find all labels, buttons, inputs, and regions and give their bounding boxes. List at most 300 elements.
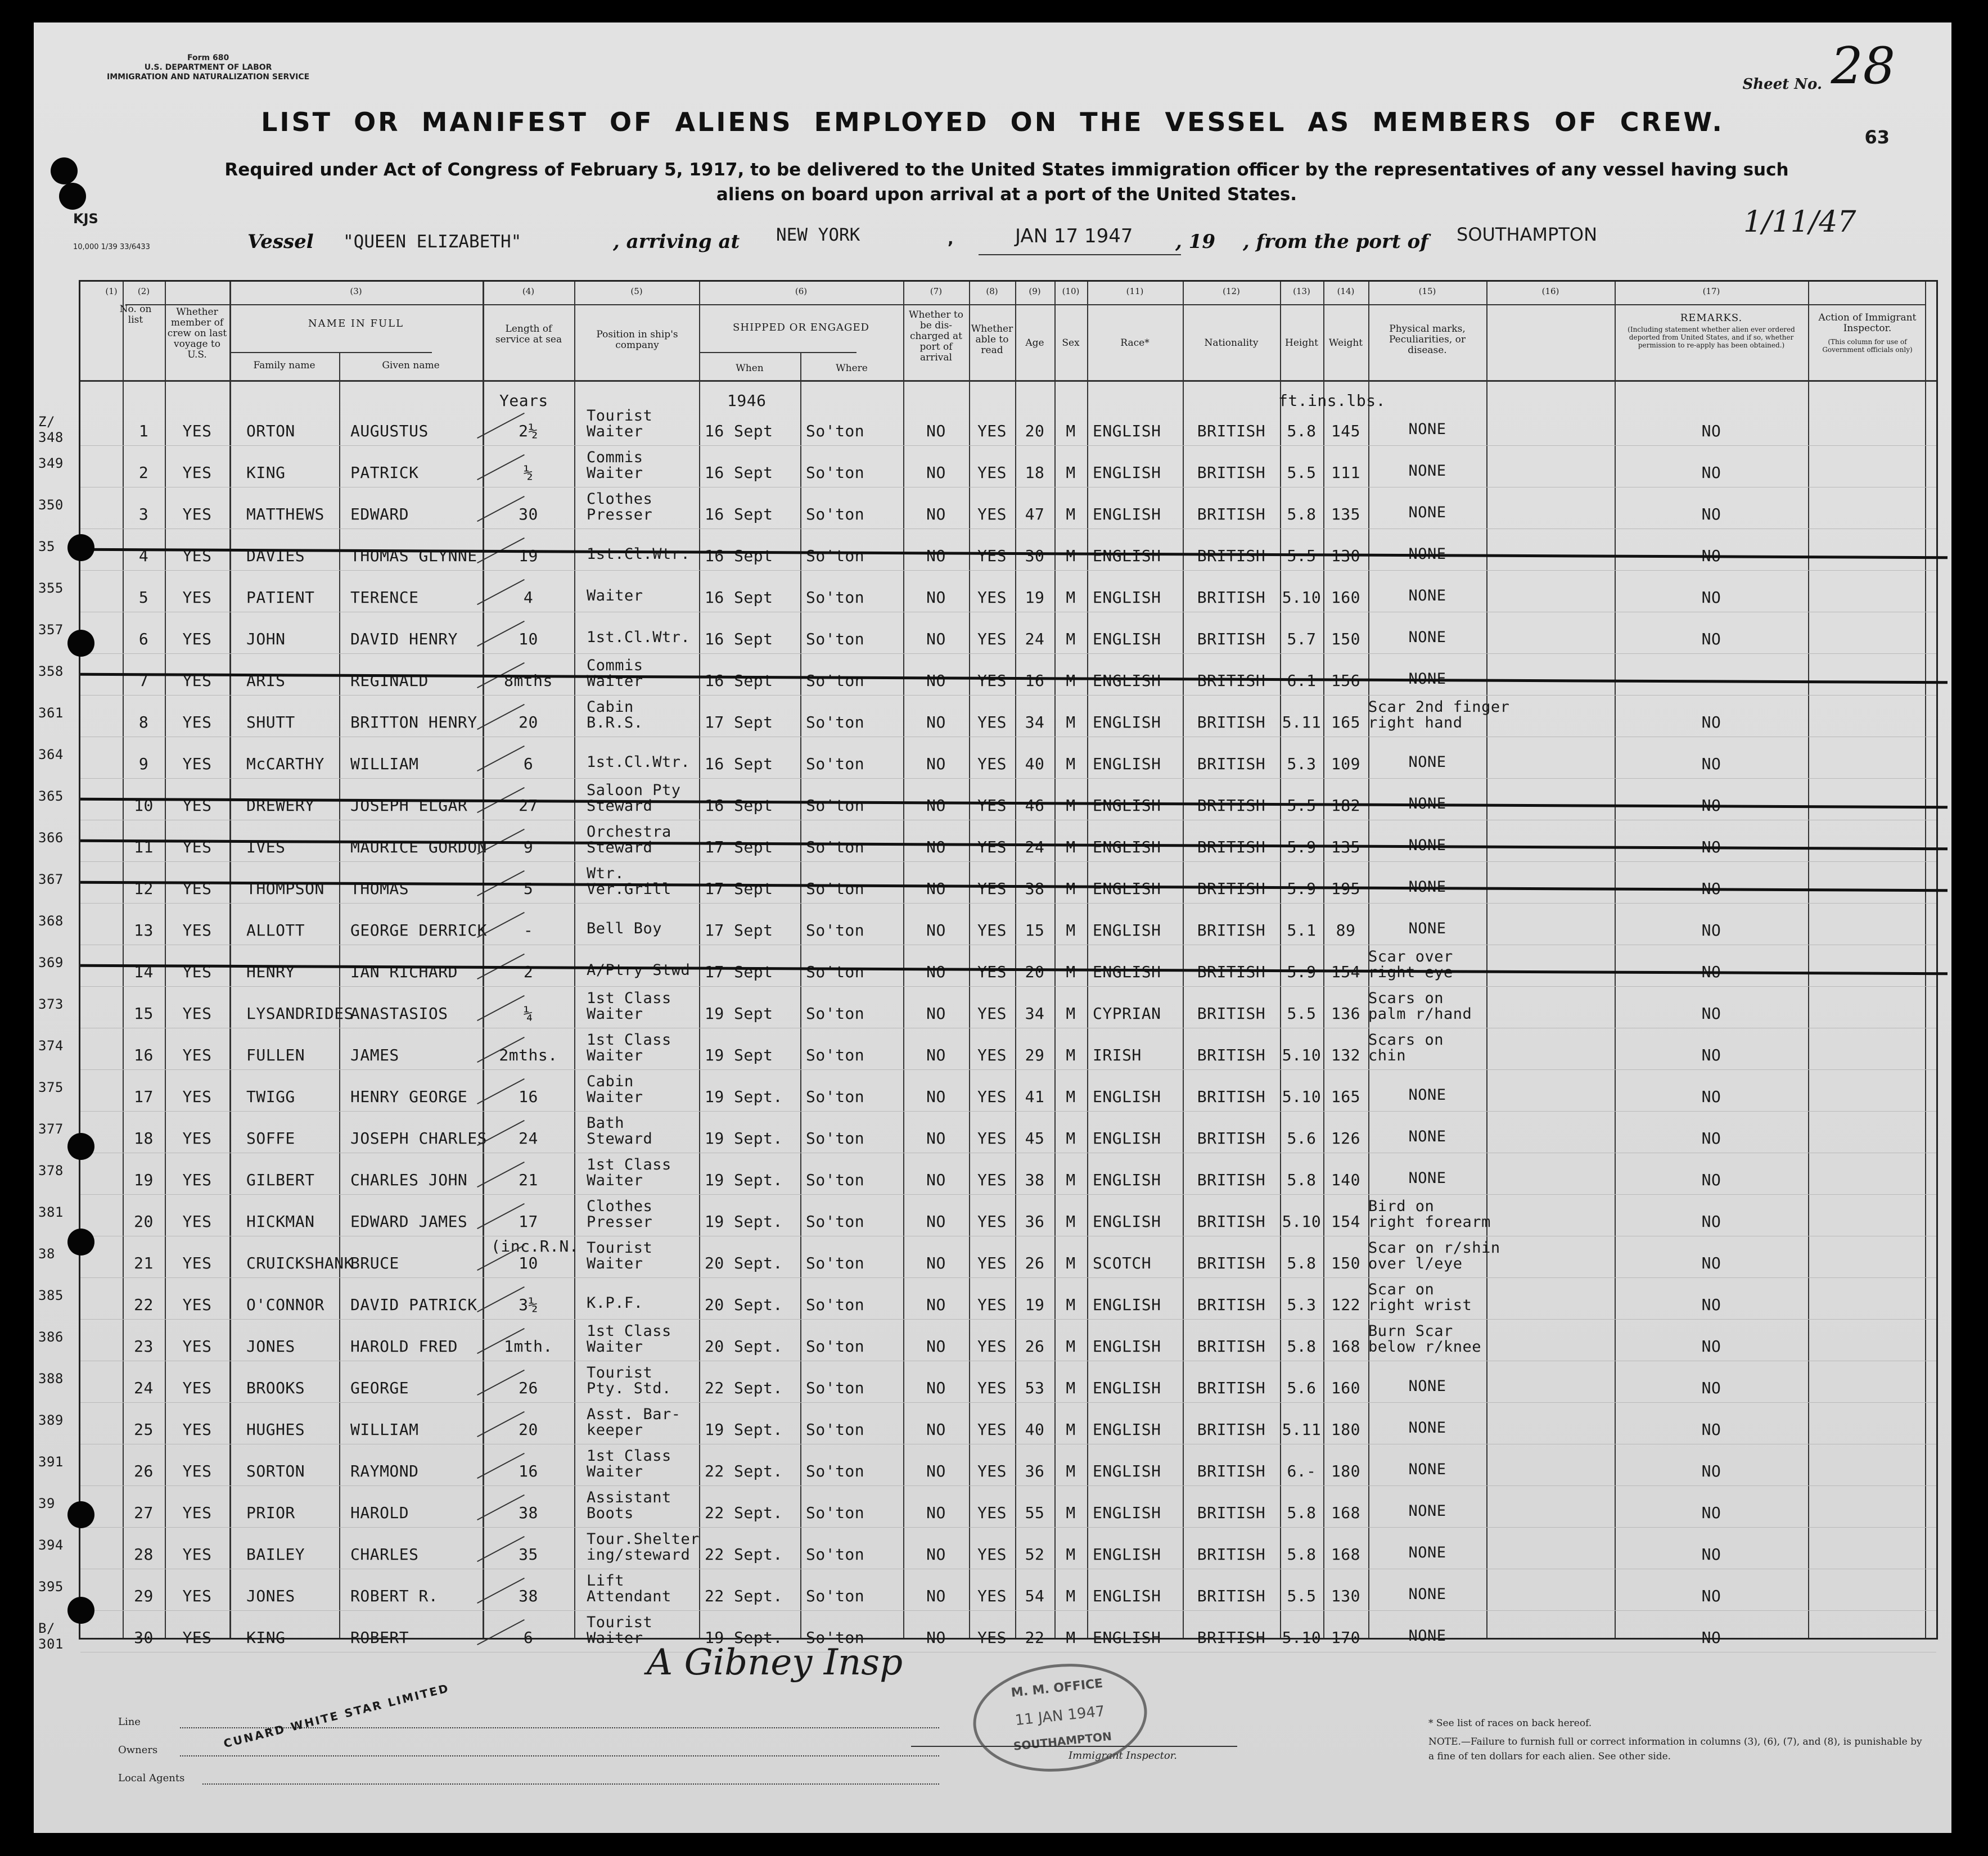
- cell-weight: 182: [1331, 796, 1361, 815]
- table-row: [38, 1031, 1936, 1073]
- col-header-service: Length of service at sea: [495, 323, 562, 345]
- cell-last: YES: [182, 755, 212, 773]
- cell-remarks: NO: [1701, 1462, 1721, 1480]
- cell-given: THOMAS: [350, 879, 409, 898]
- marks-line: NONE: [1408, 1169, 1446, 1187]
- cell-read: YES: [977, 1545, 1007, 1564]
- cell-weight: 89: [1336, 921, 1356, 940]
- cell-height: 5.5: [1287, 796, 1317, 815]
- cell-read: YES: [977, 879, 1007, 898]
- punch-hole: [67, 1133, 94, 1160]
- cell-position: [587, 408, 652, 440]
- cell-disch: NO: [926, 963, 946, 981]
- cell-marks: [1368, 755, 1486, 770]
- cell-height: 5.3: [1287, 1295, 1317, 1314]
- cell-position: [587, 1490, 671, 1521]
- marks-line: Scars on: [1368, 990, 1444, 1007]
- cell-nat: BRITISH: [1197, 630, 1266, 648]
- cell-race: ENGLISH: [1093, 755, 1161, 773]
- cell-sex: M: [1066, 713, 1076, 731]
- cell-disch: NO: [926, 630, 946, 648]
- cell-height: 5.10: [1282, 588, 1322, 607]
- cell-given: DAVID HENRY: [350, 630, 458, 648]
- cell-given: JOSEPH ELGAR: [350, 796, 468, 815]
- cell-position: [587, 1324, 671, 1355]
- arriving-port: NEW YORK: [776, 225, 860, 245]
- col-header-where: Where: [836, 363, 868, 374]
- cell-read: YES: [977, 921, 1007, 940]
- cell-where: So'ton: [806, 1462, 865, 1480]
- cell-age: 36: [1025, 1212, 1045, 1231]
- cell-race: ENGLISH: [1093, 422, 1161, 440]
- line-label: Line: [118, 1716, 141, 1728]
- marks-line: NONE: [1408, 421, 1446, 438]
- marks-line: NONE: [1408, 504, 1446, 521]
- row-ref-number: 395: [38, 1579, 64, 1595]
- cell-position: [587, 630, 690, 645]
- cell-marks: [1368, 1198, 1491, 1231]
- cell-position: [587, 921, 662, 937]
- cell-height: 5.9: [1287, 879, 1317, 898]
- table-row: [38, 1364, 1936, 1406]
- punch-hole: [67, 1597, 94, 1624]
- position-line: Assistant: [587, 1489, 671, 1506]
- table-row: [38, 1156, 1936, 1198]
- vessel-name: "QUEEN ELIZABETH": [343, 232, 522, 252]
- cell-given: CHARLES JOHN: [350, 1171, 468, 1189]
- cell-age: 19: [1025, 588, 1045, 607]
- cell-remarks: NO: [1701, 1212, 1721, 1231]
- cell-given: GEORGE DERRICK: [350, 921, 488, 940]
- cell-no: 20: [134, 1212, 154, 1231]
- cell-age: 18: [1025, 463, 1045, 482]
- cell-age: 40: [1025, 755, 1045, 773]
- position-line: Clothes: [587, 1198, 653, 1215]
- cell-remarks: NO: [1701, 1046, 1721, 1064]
- cell-where: So'ton: [806, 463, 865, 482]
- marks-line: NONE: [1408, 753, 1446, 771]
- vessel-row: Vessel "QUEEN ELIZABETH" , arriving at NEW YORK , JAN 17 1947 , 19 , from the port of SOUTHAMPTON 1/11/47: [34, 231, 1951, 264]
- cell-height: 5.7: [1287, 630, 1317, 648]
- cell-service: 27: [519, 796, 538, 815]
- cell-weight: 168: [1331, 1503, 1361, 1522]
- footer-note: NOTE.—Failure to furnish full or correct information in columns (3), (6), (7), and (8), is punishable by a fine of ten dollars for each alien. See other side.: [1428, 1736, 1922, 1762]
- row-ref-number: 369: [38, 955, 64, 970]
- cell-sex: M: [1066, 630, 1076, 648]
- cell-race: ENGLISH: [1093, 1420, 1161, 1439]
- cell-age: 22: [1025, 1628, 1045, 1647]
- cell-age: 41: [1025, 1087, 1045, 1106]
- cell-position: [587, 450, 643, 481]
- crew-table: (1) (2) (3) (4) (5) (6) (7) (8) (9) (10) (11) (12) (13) (14) (15) (16) (17) No. on list Whether member of crew on last voyage to U.S. NAME IN FULL Family name Given name Length of service at sea Position in ship's company SHIPPED OR ENGAGED When Where Whether to be dis-charged at port of arrival Whether able to read Age Sex Race* Nationality Height Weight Physical marks, Peculiarities, or disease. REMARKS. (Including statement whether alien ever ordered deported from United States, and if so, whether permission to re-apply has been obtained.) Action of Immigrant Inspector. (This column for use of Government officials only) Years 1946 ft.ins.lbs. Z/ 348 1 YES ORTON AUGUSTUS 2½ 16 Sept So'ton NO YES 20 M ENGLISH BRITISH 5.8 145 NO Tourist Waiter NONE 349 2 YES KING PATRICK ½ 16 Sept So'ton NO YES 18 M ENGLISH BRITISH 5.5 111 NO Commis Waiter NONE 350 3 YES MATTHEWS EDWARD 30 16 Sept So'ton NO YES 47 M ENGLISH BRITISH 5.8 135 NO Clothes Presser NONE 35 4 YES DAVIES THOMAS GLYNNE 19 16 Sept So'ton NO YES 30 M ENGLISH BRITISH 5.5 130 NO 1st.Cl.Wtr. NONE 355 5 YES PATIENT TERENCE 4 16 Sept So'ton NO YES 19 M ENGLISH BRITISH 5.10 160 NO Waiter NONE 357 6 YES JOHN DAVID HENRY 10 16 Sept So'ton NO YES 24 M ENGLISH BRITISH 5.7 150 NO 1st.Cl.Wtr. NONE 358 7 YES ARIS REGINALD 8mths 16 Sept So'ton NO YES 16 M ENGLISH BRITISH 6.1 156 Commis Waiter NONE 361 8 YES SHUTT BRITTON HENRY 20 17 Sept So'ton NO YES 34 M ENGLISH BRITISH 5.11 165 NO Cabin B.R.S. Scar 2nd finger right hand 364 9 YES McCARTHY WILLIAM 6 16 Sept So'ton NO YES 40 M ENGLISH BRITISH 5.3 109 NO 1st.Cl.Wtr. NONE 365 10 YES DREWERY JOSEPH ELGAR 27 16 Sept So'ton NO YES 46 M ENGLISH BRITISH 5.5 182 NO Saloon Pty Steward NONE 366 11 YES IVES MAURICE GORDON 9 17 Sept So'ton NO YES 24 M ENGLISH BRITISH 5.9 135 NO Orchestra Steward NONE 367 12 YES THOMPSON THOMAS 5 17 Sept So'ton NO YES 38 M ENGLISH BRITISH 5.9 195 NO Wtr. Ver.Grill NONE 368 13 YES ALLOTT GEORGE DERRICK - 17 Sept So'ton NO YES 15 M ENGLISH BRITISH 5.1 89 NO Bell Boy NONE 369 14 YES HENRY IAN RICHARD 2 17 Sept So'ton NO YES 20 M ENGLISH BRITISH 5.9 154 NO A/Ptry Stwd Scar over right eye 373 15 YES LYSANDRIDES ANASTASIOS ¼ 19 Sept So'ton NO YES 34 M CYPRIAN BRITISH 5.5 136 NO 1st Class Waiter Scars on palm r/hand 374 16 YES FULLEN JAMES 2mths. 19 Sept So'ton NO YES 29 M IRISH BRITISH 5.10 132 NO 1st Class Waiter Scars on chin 375 17 YES TWIGG HENRY GEORGE 16 19 Sept. So'ton NO YES 41 M ENGLISH BRITISH 5.10 165 NO Cabin Waiter NONE 377 18 YES SOFFE JOSEPH CHARLES 24 19 Sept. So'ton NO YES 45 M ENGLISH BRITISH 5.6 126 NO Bath Steward NONE 378 19 YES GILBERT CHARLES JOHN 21 19 Sept. So'ton NO YES 38 M ENGLISH BRITISH 5.8 140 NO 1st Class Waiter NONE 381 20 YES HICKMAN EDWARD JAMES 17 19 Sept. So'ton NO YES 36 M ENGLISH BRITISH 5.10 154 NO Clothes Presser Bird on right forearm 38 21 YES CRUICKSHANK BRUCE 10 20 Sept. So'ton NO YES 26 M SCOTCH BRITISH 5.8 150 NO Tourist Waiter Scar on r/shin over l/eye (inc.R.N. 385 22 YES O'CONNOR DAVID PATRICK 3½ 20 Sept. So'ton NO YES 19 M ENGLISH BRITISH 5.3 122 NO K.P.F. Scar on right wrist 386 23 YES JONES HAROLD FRED 1mth. 20 Sept. So'ton NO YES 26 M ENGLISH BRITISH 5.8 168 NO 1st Class Waiter Burn Scar below r/knee 388 24 YES BROOKS GEORGE 26 22 Sept. So'ton NO YES 53 M ENGLISH BRITISH 5.6 160 NO Tourist Pty. Std. NONE 389 25 YES HUGHES WILLIAM 20 19 Sept. So'ton NO YES 40 M ENGLISH BRITISH 5.11 180 NO Asst. Bar- keeper NONE 391 26 YES SORTON RAYMOND 16 22 Sept. So'ton NO YES 36 M ENGLISH BRITISH 6.- 180 NO 1st Class Waiter NONE 39 27 YES PRIOR HAROLD 38 22 Sept. So'ton NO YES 55 M ENGLISH BRITISH 5.8 168 NO Assistant Boots NONE 394 28 YES BAILEY CHARLES 35 22 Sept. So'ton NO YES 52 M ENGLISH BRITISH 5.8 168 NO Tour.Shelter ing/steward NONE 395 29 YES JONES ROBERT R. 38 22 Sept. So'ton NO YES 54 M ENGLISH BRITISH 5.5 130 NO Lift Attendant NONE B/ 301 30 YES KING ROBERT 6 19 Sept. So'ton NO YES 22 M ENGLISH BRITISH 5.10 170 NO Tourist Waiter NONE: [79, 280, 1938, 1640]
- cell-sex: M: [1066, 1129, 1076, 1148]
- cell-weight: 154: [1331, 963, 1361, 981]
- row-ref-number: 361: [38, 705, 64, 721]
- cell-weight: 109: [1331, 755, 1361, 773]
- marks-line: palm r/hand: [1368, 1005, 1472, 1023]
- table-row: [38, 657, 1936, 698]
- cell-position: [587, 991, 671, 1022]
- cell-race: ENGLISH: [1093, 1295, 1161, 1314]
- cell-marks: [1368, 630, 1486, 645]
- cell-where: So'ton: [806, 1628, 865, 1647]
- row-ref-number: 378: [38, 1163, 64, 1178]
- cell-nat: BRITISH: [1197, 796, 1266, 815]
- cell-age: 30: [1025, 547, 1045, 565]
- cell-family: KING: [246, 1628, 286, 1647]
- cell-service: ¼: [523, 1004, 534, 1023]
- cell-height: 5.8: [1287, 505, 1317, 523]
- cell-family: CRUICKSHANK: [246, 1254, 354, 1272]
- cell-family: ORTON: [246, 422, 295, 440]
- cell-given: EDWARD: [350, 505, 409, 523]
- page-subtitle: Required under Act of Congress of February 5, 1917, to be delivered to the United States immigration officer by the representatives of any vessel having such aliens on board upon arrival at a port of the United States.: [224, 160, 1789, 205]
- cell-family: BROOKS: [246, 1379, 305, 1397]
- cell-no: 11: [134, 838, 154, 856]
- cell-no: 6: [138, 630, 149, 648]
- position-line: 1st Class: [587, 990, 671, 1007]
- position-line: Saloon Pty: [587, 782, 681, 799]
- cell-no: 17: [134, 1087, 154, 1106]
- col-header-discharged: Whether to be dis-charged at port of arrival: [909, 309, 963, 363]
- cell-age: 40: [1025, 1420, 1045, 1439]
- cell-read: YES: [977, 713, 1007, 731]
- cell-weight: 126: [1331, 1129, 1361, 1148]
- table-row: [38, 865, 1936, 906]
- col-header-race: Race*: [1120, 337, 1149, 349]
- cell-where: So'ton: [806, 1087, 865, 1106]
- row-ref-number: 374: [38, 1038, 64, 1054]
- cell-where: So'ton: [806, 879, 865, 898]
- cell-marks: [1368, 422, 1486, 437]
- cell-read: YES: [977, 422, 1007, 440]
- cell-service: ½: [523, 463, 534, 482]
- cell-when: 20 Sept.: [705, 1337, 783, 1356]
- cell-height: 5.5: [1287, 1587, 1317, 1605]
- agents-stamp: CUNARD WHITE STAR LIMITED: [222, 1681, 451, 1751]
- cell-family: JOHN: [246, 630, 286, 648]
- cell-race: CYPRIAN: [1093, 1004, 1161, 1023]
- cell-given: TERENCE: [350, 588, 419, 607]
- cell-age: 15: [1025, 921, 1045, 940]
- cell-given: MAURICE GORDON: [350, 838, 488, 856]
- cell-service: 26: [519, 1379, 538, 1397]
- row-ref-number: 38: [38, 1246, 55, 1262]
- cell-family: HENRY: [246, 963, 295, 981]
- cell-given: BRITTON HENRY: [350, 713, 477, 731]
- position-line: Presser: [587, 1213, 653, 1231]
- row-ref-number: 375: [38, 1080, 64, 1095]
- cell-where: So'ton: [806, 422, 865, 440]
- units-year: 1946: [727, 391, 767, 410]
- cell-remarks: NO: [1701, 1379, 1721, 1397]
- table-row: [38, 990, 1936, 1031]
- marks-line: NONE: [1408, 1544, 1446, 1561]
- punch-hole: [51, 157, 78, 184]
- cell-when: 17 Sept: [705, 921, 773, 940]
- cell-marks: [1368, 1503, 1486, 1519]
- cell-given: REGINALD: [350, 671, 429, 690]
- marks-line: Bird on: [1368, 1198, 1435, 1215]
- cell-no: 25: [134, 1420, 154, 1439]
- cell-given: THOMAS GLYNNE: [350, 547, 477, 565]
- cell-nat: BRITISH: [1197, 755, 1266, 773]
- units-years: Years: [499, 391, 548, 410]
- cell-sex: M: [1066, 755, 1076, 773]
- cell-read: YES: [977, 547, 1007, 565]
- marks-line: NONE: [1408, 545, 1446, 563]
- col-header-last-voyage: Whether member of crew on last voyage to U.S.: [167, 306, 227, 360]
- row-ref-number: 388: [38, 1371, 64, 1387]
- cell-nat: BRITISH: [1197, 1545, 1266, 1564]
- cell-sex: M: [1066, 1171, 1076, 1189]
- cell-weight: 136: [1331, 1004, 1361, 1023]
- cell-disch: NO: [926, 1295, 946, 1314]
- cell-weight: 160: [1331, 588, 1361, 607]
- cell-service: 10: [519, 1254, 538, 1272]
- cell-sex: M: [1066, 588, 1076, 607]
- cell-read: YES: [977, 1254, 1007, 1272]
- cell-family: TWIGG: [246, 1087, 295, 1106]
- cell-read: YES: [977, 1046, 1007, 1064]
- position-line: Asst. Bar-: [587, 1406, 681, 1423]
- cell-height: 5.8: [1287, 1337, 1317, 1356]
- cell-weight: 150: [1331, 1254, 1361, 1272]
- cell-service: 38: [519, 1587, 538, 1605]
- row-ref-number: 386: [38, 1329, 64, 1345]
- cell-service: 8mths: [504, 671, 553, 690]
- cell-nat: BRITISH: [1197, 1087, 1266, 1106]
- marks-line: NONE: [1408, 1086, 1446, 1104]
- cell-position: [587, 1074, 643, 1105]
- cell-disch: NO: [926, 1046, 946, 1064]
- row-ref-number: 366: [38, 830, 64, 846]
- marks-line: NONE: [1408, 587, 1446, 604]
- cell-read: YES: [977, 1087, 1007, 1106]
- table-row: [38, 948, 1936, 990]
- position-line: Waiter: [587, 1047, 643, 1064]
- table-row: [38, 698, 1936, 740]
- marks-line: right hand: [1368, 714, 1463, 731]
- cell-no: 22: [134, 1295, 154, 1314]
- cell-last: YES: [182, 547, 212, 565]
- cell-weight: 168: [1331, 1545, 1361, 1564]
- stamp-bottom-text: SOUTHAMPTON: [1012, 1729, 1112, 1753]
- cell-no: 10: [134, 796, 154, 815]
- cell-position: [587, 1615, 652, 1646]
- cell-family: THOMPSON: [246, 879, 324, 898]
- cell-sex: M: [1066, 1545, 1076, 1564]
- position-line: 1st Class: [587, 1322, 671, 1340]
- table-row: [38, 1530, 1936, 1572]
- position-line: Attendant: [587, 1588, 671, 1605]
- cell-nat: BRITISH: [1197, 1503, 1266, 1522]
- cell-height: 5.10: [1282, 1212, 1322, 1231]
- cell-service: 20: [519, 1420, 538, 1439]
- marks-line: Scars on: [1368, 1031, 1444, 1049]
- cell-when: 22 Sept.: [705, 1503, 783, 1522]
- cell-read: YES: [977, 1004, 1007, 1023]
- cell-read: YES: [977, 505, 1007, 523]
- table-row: [38, 449, 1936, 490]
- cell-age: 20: [1025, 963, 1045, 981]
- cell-race: ENGLISH: [1093, 1587, 1161, 1605]
- cell-sex: M: [1066, 1420, 1076, 1439]
- cell-last: YES: [182, 1254, 212, 1272]
- cell-sex: M: [1066, 1254, 1076, 1272]
- cell-nat: BRITISH: [1197, 879, 1266, 898]
- cell-marks: [1368, 1420, 1486, 1436]
- cell-service: 21: [519, 1171, 538, 1189]
- cell-given: GEORGE: [350, 1379, 409, 1397]
- cell-sex: M: [1066, 463, 1076, 482]
- col-header-name: NAME IN FULL: [308, 318, 404, 329]
- cell-nat: BRITISH: [1197, 1254, 1266, 1272]
- cell-read: YES: [977, 1379, 1007, 1397]
- cell-where: So'ton: [806, 1503, 865, 1522]
- cell-marks: [1368, 991, 1486, 1022]
- position-line: Waiter: [587, 1172, 643, 1189]
- cell-family: PATIENT: [246, 588, 315, 607]
- cell-service: 1mth.: [504, 1337, 553, 1356]
- cell-weight: 111: [1331, 463, 1361, 482]
- marks-line: over l/eye: [1368, 1255, 1463, 1272]
- position-line: Waiter: [587, 1463, 643, 1480]
- cell-where: So'ton: [806, 1587, 865, 1605]
- cell-disch: NO: [926, 1462, 946, 1480]
- cell-no: 5: [138, 588, 149, 607]
- cell-race: ENGLISH: [1093, 588, 1161, 607]
- cell-family: SORTON: [246, 1462, 305, 1480]
- marks-line: NONE: [1408, 878, 1446, 896]
- col-header-no: No. on list: [119, 304, 152, 326]
- position-line: Cabin: [587, 698, 634, 716]
- cell-family: SOFFE: [246, 1129, 295, 1148]
- cell-height: 5.11: [1282, 1420, 1322, 1439]
- cell-age: 36: [1025, 1462, 1045, 1480]
- cell-service: 2½: [519, 422, 538, 440]
- position-line: Waiter: [587, 587, 643, 604]
- punch-hole: [59, 183, 86, 210]
- table-row: [38, 782, 1936, 823]
- cell-sex: M: [1066, 1379, 1076, 1397]
- cell-disch: NO: [926, 755, 946, 773]
- row-ref-number: Z/ 348: [38, 414, 64, 445]
- table-row: [38, 1447, 1936, 1489]
- cell-age: 34: [1025, 1004, 1045, 1023]
- cell-nat: BRITISH: [1197, 1129, 1266, 1148]
- cell-no: 29: [134, 1587, 154, 1605]
- cell-weight: 145: [1331, 422, 1361, 440]
- position-line: Waiter: [587, 1338, 643, 1356]
- cell-weight: 156: [1331, 671, 1361, 690]
- cell-disch: NO: [926, 713, 946, 731]
- cell-last: YES: [182, 1462, 212, 1480]
- cell-when: 16 Sept: [705, 422, 773, 440]
- marks-line: NONE: [1408, 670, 1446, 688]
- position-line: ing/steward: [587, 1546, 691, 1564]
- table-row: [38, 1322, 1936, 1364]
- cell-family: FULLEN: [246, 1046, 305, 1064]
- marks-line: NONE: [1408, 1502, 1446, 1520]
- cell-weight: 140: [1331, 1171, 1361, 1189]
- cell-position: [587, 783, 681, 814]
- cell-no: 14: [134, 963, 154, 981]
- punch-hole: [67, 630, 94, 657]
- cell-sex: M: [1066, 1462, 1076, 1480]
- cell-age: 29: [1025, 1046, 1045, 1064]
- col-header-position: Position in ship's company: [596, 329, 678, 351]
- cell-weight: 130: [1331, 547, 1361, 565]
- cell-no: 26: [134, 1462, 154, 1480]
- marks-line: below r/knee: [1368, 1338, 1482, 1356]
- cell-remarks: NO: [1701, 547, 1721, 565]
- table-row: [38, 575, 1936, 615]
- cell-given: HENRY GEORGE: [350, 1087, 468, 1106]
- cell-when: 16 Sept: [705, 463, 773, 482]
- cell-last: YES: [182, 838, 212, 856]
- cell-remarks: NO: [1701, 1295, 1721, 1314]
- cell-disch: NO: [926, 671, 946, 690]
- cell-last: YES: [182, 1545, 212, 1564]
- cell-nat: BRITISH: [1197, 1628, 1266, 1647]
- cell-position: [587, 1532, 700, 1563]
- cell-last: YES: [182, 1587, 212, 1605]
- cell-family: DAVIES: [246, 547, 305, 565]
- cell-sex: M: [1066, 1087, 1076, 1106]
- cell-disch: NO: [926, 1129, 946, 1148]
- position-line: 1st Class: [587, 1447, 671, 1465]
- marks-line: NONE: [1408, 1128, 1446, 1145]
- position-line: Waiter: [587, 1629, 643, 1647]
- cell-race: ENGLISH: [1093, 963, 1161, 981]
- cell-sex: M: [1066, 963, 1076, 981]
- cell-given: HAROLD FRED: [350, 1337, 458, 1356]
- cell-race: ENGLISH: [1093, 1545, 1161, 1564]
- cell-disch: NO: [926, 1379, 946, 1397]
- table-row: [38, 490, 1936, 532]
- stamp-top-text: M. M. OFFICE: [1010, 1676, 1104, 1700]
- cell-last: YES: [182, 1046, 212, 1064]
- table-row: [38, 741, 1936, 782]
- cell-age: 16: [1025, 671, 1045, 690]
- cell-race: ENGLISH: [1093, 879, 1161, 898]
- cell-no: 23: [134, 1337, 154, 1356]
- sheet-label: Sheet No.: [1742, 76, 1822, 93]
- row-ref-number: 391: [38, 1454, 64, 1470]
- cell-family: JONES: [246, 1587, 295, 1605]
- cell-nat: BRITISH: [1197, 1212, 1266, 1231]
- cell-disch: NO: [926, 1171, 946, 1189]
- cell-remarks: NO: [1701, 1254, 1721, 1272]
- cell-read: YES: [977, 963, 1007, 981]
- cell-service: 9: [523, 838, 534, 856]
- position-line: Steward: [587, 839, 653, 856]
- cell-service: 38: [519, 1503, 538, 1522]
- cell-position: [587, 1407, 681, 1438]
- cell-family: JONES: [246, 1337, 295, 1356]
- cell-service: 30: [519, 505, 538, 523]
- cell-given: PATRICK: [350, 463, 419, 482]
- row-ref-number: 39: [38, 1496, 55, 1511]
- cell-read: YES: [977, 838, 1007, 856]
- cell-remarks: NO: [1701, 630, 1721, 648]
- cell-age: 38: [1025, 879, 1045, 898]
- cell-race: ENGLISH: [1093, 463, 1161, 482]
- position-line: Pty. Std.: [587, 1380, 671, 1397]
- cell-where: So'ton: [806, 1337, 865, 1356]
- cell-where: So'ton: [806, 1420, 865, 1439]
